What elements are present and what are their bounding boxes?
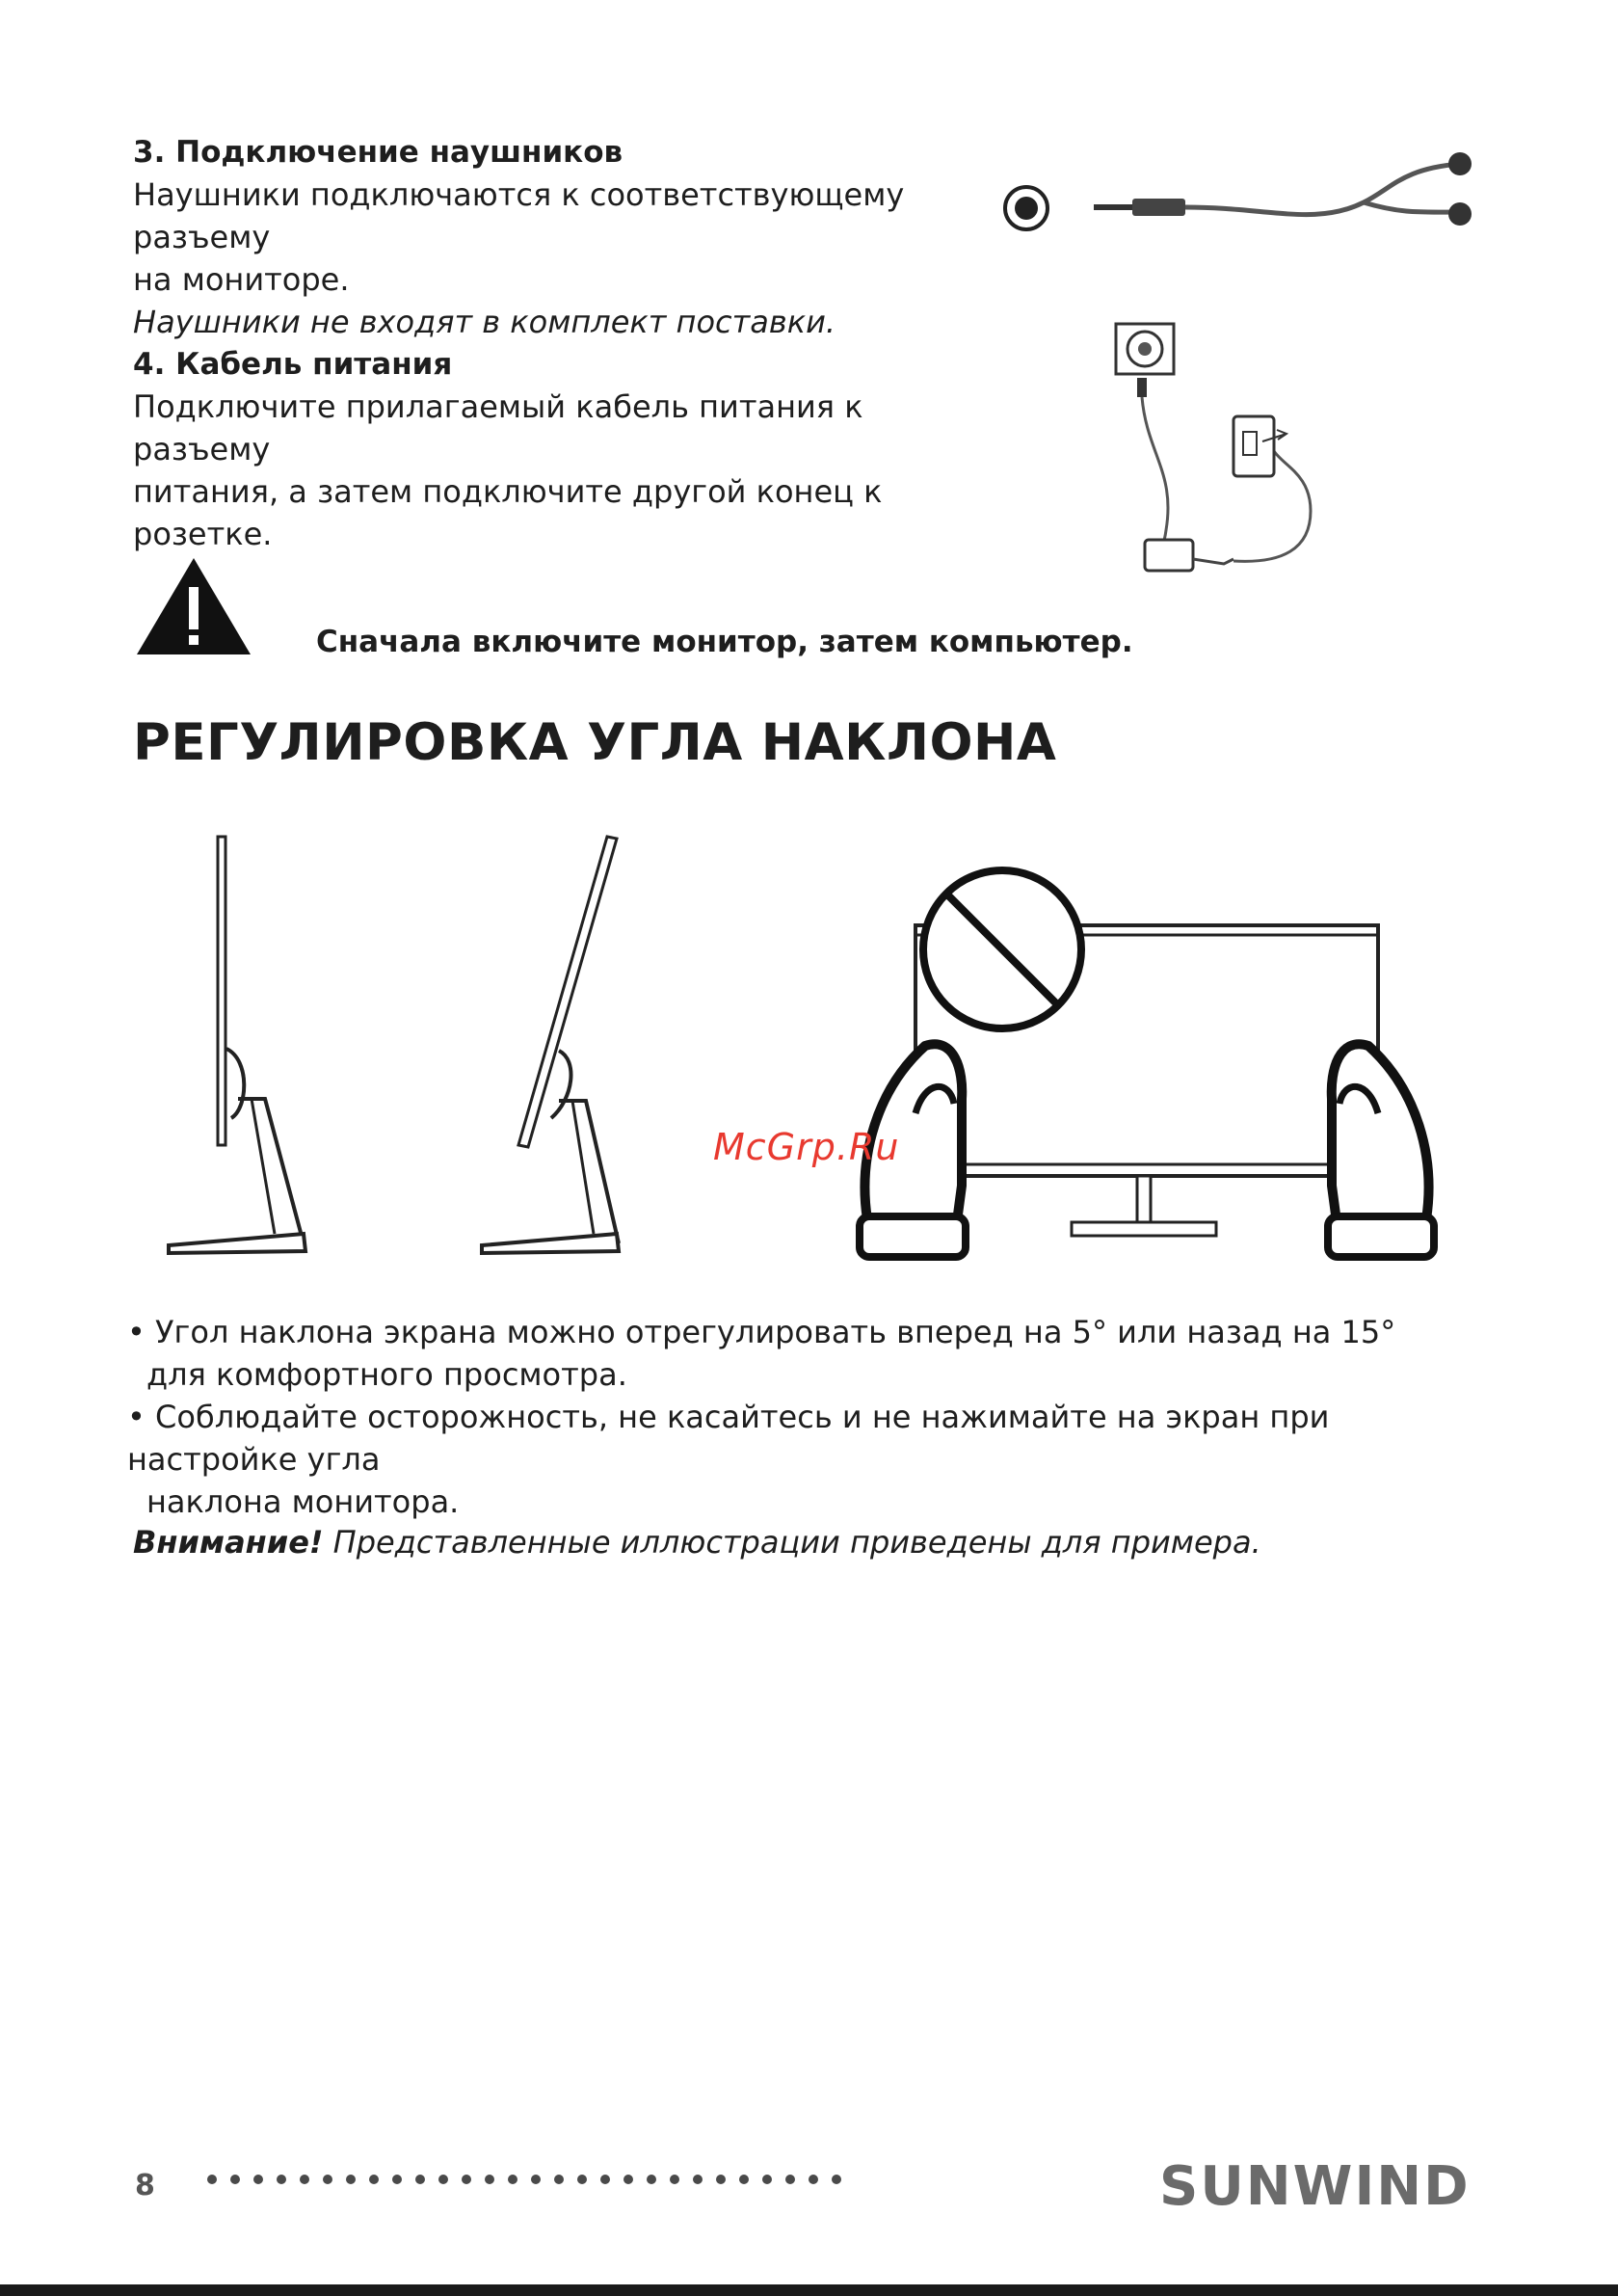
section-heading: 4. Кабель питания bbox=[133, 347, 453, 382]
section-power-cable bbox=[133, 347, 981, 555]
section-headphones bbox=[133, 135, 981, 343]
body-line: Подключите прилагаемый кабель питания к разъему bbox=[133, 388, 863, 467]
page-number: 8 bbox=[135, 2169, 155, 2203]
bullet-line: • Соблюдайте осторожность, не касайтесь и не нажимайте на экран при настройке угла bbox=[127, 1399, 1330, 1478]
monitor-front-no-touch-illustration bbox=[848, 839, 1446, 1272]
illustration-note bbox=[133, 1521, 1261, 1563]
bullet-line: для комфортного просмотра. bbox=[146, 1356, 627, 1393]
warning-text: Сначала включите монитор, затем компьютер. bbox=[316, 625, 1133, 659]
warning-triangle-icon bbox=[133, 554, 254, 658]
italic-note: Наушники не входят в комплект поставки. bbox=[133, 304, 836, 340]
note-text: Представленные иллюстрации приведены для примера. bbox=[323, 1524, 1261, 1561]
body-line: на мониторе. bbox=[133, 261, 350, 298]
note-label: Внимание! bbox=[133, 1524, 324, 1561]
body-line: питания, а затем подключите другой конец к розетке. bbox=[133, 473, 883, 552]
tilt-bullets bbox=[127, 1311, 1496, 1523]
watermark: McGrp.Ru bbox=[713, 1126, 900, 1168]
page-title: РЕГУЛИРОВКА УГЛА НАКЛОНА bbox=[133, 713, 1057, 772]
bullet-line: • Угол наклона экрана можно отрегулировать вперед на 5° или назад на 15° bbox=[127, 1314, 1396, 1350]
footer-dot-leader bbox=[207, 2175, 841, 2184]
bullet-line: наклона монитора. bbox=[146, 1483, 460, 1520]
brand-logo: SUNWIND bbox=[1159, 2155, 1471, 2218]
power-cable-illustration bbox=[1108, 318, 1339, 588]
monitor-side-tilted-illustration bbox=[472, 829, 646, 1263]
body-line: Наушники подключаются к соответствующему разъему bbox=[133, 176, 905, 255]
monitor-side-upright-illustration bbox=[159, 829, 323, 1263]
headphones-illustration bbox=[997, 145, 1479, 260]
section-heading: 3. Подключение наушников bbox=[133, 135, 623, 170]
page-bottom-border bbox=[0, 2284, 1618, 2296]
